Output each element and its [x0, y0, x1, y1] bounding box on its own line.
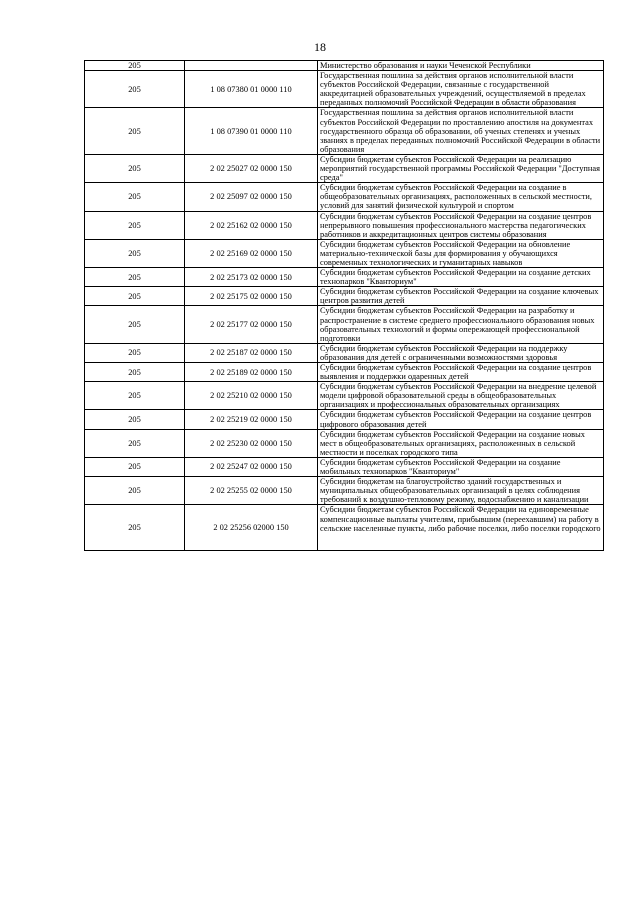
description-cell: Субсидии бюджетам субъектов Российской Федерации на создание детских технопарков "Кванториум": [318, 268, 604, 287]
page-number: 18: [314, 40, 326, 54]
admin-code-cell: 205: [85, 306, 185, 343]
description-cell: Субсидии бюджетам субъектов Российской Федерации на создание мобильных технопарков "Кванториум": [318, 457, 604, 476]
table-row: [85, 287, 604, 306]
budget-code-cell: 2 02 25027 02 0000 150: [185, 154, 318, 182]
budget-code-cell: 1 08 07390 01 0000 110: [185, 108, 318, 154]
admin-code-cell: 205: [85, 429, 185, 457]
description-cell: Государственная пошлина за действия органов исполнительной власти субъектов Российской Федерации, связанные с государственной аккредитацией образовательных учреждений, осуществляемой в пределах переданных полномочий Российской Федерации в области образования: [318, 71, 604, 108]
budget-code-cell: 2 02 25173 02 0000 150: [185, 268, 318, 287]
description-cell: Субсидии бюджетам субъектов Российской Федерации на обновление материально-технической базы для формирования у обучающихся современных технологических и гуманитарных навыков: [318, 239, 604, 267]
admin-code-cell: 205: [85, 183, 185, 211]
admin-code-cell: 205: [85, 287, 185, 306]
admin-code-cell: 205: [85, 154, 185, 182]
table-row: [85, 211, 604, 239]
table-row: [85, 268, 604, 287]
admin-code-cell: 205: [85, 505, 185, 551]
budget-code-cell: 2 02 25219 02 0000 150: [185, 410, 318, 429]
table-row: [85, 363, 604, 382]
table-row: [85, 410, 604, 429]
description-cell: Министерство образования и науки Чеченской Республики: [318, 61, 604, 71]
budget-code-cell: 2 02 25210 02 0000 150: [185, 382, 318, 410]
description-text: Субсидии бюджетам субъектов Российской Федерации на единовременные компенсационные выплаты учителям, прибывшим (переехавшим) на работу в сельские населенные пункты, либо рабочие поселки, либо поселки городского: [320, 505, 601, 533]
table-body: [85, 61, 604, 551]
budget-code-cell: 2 02 25097 02 0000 150: [185, 183, 318, 211]
budget-code-cell: 2 02 25256 02000 150: [185, 505, 318, 551]
description-cell: Субсидии бюджетам субъектов Российской Федерации на внедрение целевой модели цифровой образовательной среды в общеобразовательных организациях и профессиональных образовательных организациях: [318, 382, 604, 410]
table-row: [85, 505, 604, 551]
table-row: [85, 61, 604, 71]
table-row: [85, 108, 604, 154]
description-cell: Субсидии бюджетам субъектов Российской Федерации на создание в общеобразовательных организациях, расположенных в сельской местности, условий для занятий физической культурой и спортом: [318, 183, 604, 211]
table-row: [85, 457, 604, 476]
budget-code-cell: 2 02 25255 02 0000 150: [185, 477, 318, 505]
description-cell: Субсидии бюджетам субъектов Российской Федерации на создание центров непрерывного повышения профессионального мастерства педагогических работников и аккредитационных центров системы образования: [318, 211, 604, 239]
budget-code-cell: 2 02 25230 02 0000 150: [185, 429, 318, 457]
admin-code-cell: 205: [85, 343, 185, 362]
description-cell: Субсидии бюджетам субъектов Российской Федерации на поддержку образования для детей с ограниченными возможностями здоровья: [318, 343, 604, 362]
table-row: [85, 154, 604, 182]
description-cell: [318, 505, 604, 551]
description-cell: Субсидии бюджетам субъектов Российской Федерации на создание ключевых центров развития детей: [318, 287, 604, 306]
budget-code-cell: 2 02 25169 02 0000 150: [185, 239, 318, 267]
budget-code-cell: 2 02 25187 02 0000 150: [185, 343, 318, 362]
table-row: [85, 343, 604, 362]
admin-code-cell: 205: [85, 382, 185, 410]
table-row: [85, 71, 604, 108]
admin-code-cell: 205: [85, 410, 185, 429]
table-row: [85, 183, 604, 211]
table-row: [85, 306, 604, 343]
admin-code-cell: 205: [85, 457, 185, 476]
description-cell: Субсидии бюджетам субъектов Российской Федерации на создание новых мест в общеобразовательных организациях, расположенных в сельской местности и поселках городского типа: [318, 429, 604, 457]
admin-code-cell: 205: [85, 477, 185, 505]
admin-code-cell: 205: [85, 61, 185, 71]
budget-code-cell: 2 02 25162 02 0000 150: [185, 211, 318, 239]
admin-code-cell: 205: [85, 268, 185, 287]
budget-code-cell: 1 08 07380 01 0000 110: [185, 71, 318, 108]
admin-code-cell: 205: [85, 211, 185, 239]
admin-code-cell: 205: [85, 108, 185, 154]
admin-code-cell: 205: [85, 71, 185, 108]
table-row: [85, 429, 604, 457]
budget-code-cell: [185, 61, 318, 71]
budget-classification-table: [84, 60, 604, 551]
budget-code-cell: 2 02 25247 02 0000 150: [185, 457, 318, 476]
admin-code-cell: 205: [85, 239, 185, 267]
table-row: [85, 382, 604, 410]
budget-code-cell: 2 02 25189 02 0000 150: [185, 363, 318, 382]
table-row: [85, 477, 604, 505]
description-cell: Субсидии бюджетам на благоустройство зданий государственных и муниципальных общеобразовательных организаций в целях соблюдения требований к воздушно-тепловому режиму, водоснабжению и канализации: [318, 477, 604, 505]
description-cell: Субсидии бюджетам субъектов Российской Федерации на создание центров цифрового образования детей: [318, 410, 604, 429]
budget-code-cell: 2 02 25175 02 0000 150: [185, 287, 318, 306]
description-cell: Государственная пошлина за действия органов исполнительной власти субъектов Российской Федерации по проставлению апостиля на документах государственного образца об образовании, об ученых степенях и ученых званиях в пределах переданных полномочий Российской Федерации в области образования: [318, 108, 604, 154]
description-cell: Субсидии бюджетам субъектов Российской Федерации на разработку и распространение в системе среднего профессионального образования новых образовательных технологий и формы опережающей профессиональной подготовки: [318, 306, 604, 343]
table-row: [85, 239, 604, 267]
admin-code-cell: 205: [85, 363, 185, 382]
description-cell: Субсидии бюджетам субъектов Российской Федерации на создание центров выявления и поддержки одаренных детей: [318, 363, 604, 382]
budget-code-cell: 2 02 25177 02 0000 150: [185, 306, 318, 343]
description-cell: Субсидии бюджетам субъектов Российской Федерации на реализацию мероприятий государственной программы Российской Федерации "Доступная среда": [318, 154, 604, 182]
